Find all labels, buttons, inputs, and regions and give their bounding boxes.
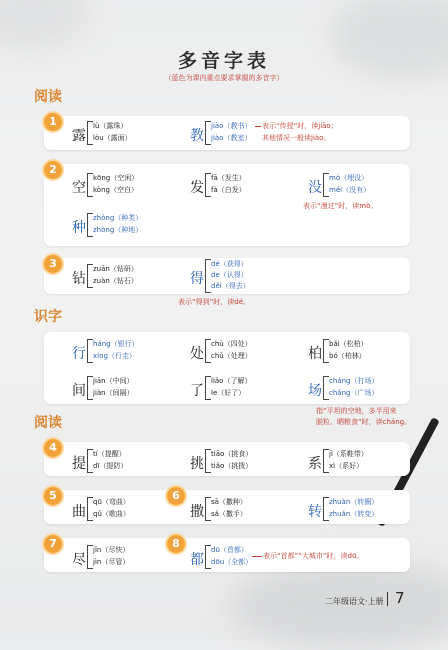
page-subtitle: （蓝色为课内重点要求掌握的多音字） xyxy=(164,74,284,82)
char-zhong: 种 xyxy=(72,220,86,236)
pinyin-chu-1: chù（四处） xyxy=(211,340,252,348)
char-bai: 柏 xyxy=(308,346,322,362)
pinyin-tiao-1: tiāo（挑食） xyxy=(211,450,253,458)
section-heading-reading-1: 阅读 xyxy=(34,89,62,105)
pinyin-lu-1: lù（露珠） xyxy=(93,122,128,130)
char-jian: 间 xyxy=(72,383,86,399)
pinyin-mo-2: méi（没有） xyxy=(329,186,371,194)
note-de: 表示“得到”时，读dé。 xyxy=(178,298,251,306)
pinyin-mo-1: mò（埋没） xyxy=(329,174,369,182)
lesson-number-badge: 6 xyxy=(167,487,185,505)
char-kong: 空 xyxy=(72,180,86,196)
section-heading-reading-2: 阅读 xyxy=(34,415,62,431)
pinyin-chu-2: chǔ（处理） xyxy=(211,352,252,360)
pinyin-chang-1: cháng（打场） xyxy=(329,377,379,385)
pinyin-qu-1: qū（弯曲） xyxy=(93,498,130,506)
char-zhuan: 转 xyxy=(308,504,322,520)
char-lu: 露 xyxy=(72,128,86,144)
note-mo: 表示“漫过”时，读mò。 xyxy=(303,202,378,210)
lesson-number-badge: 4 xyxy=(44,439,62,457)
char-du: 都 xyxy=(190,552,204,568)
lesson-number-badge: 3 xyxy=(44,255,62,273)
char-sa: 撒 xyxy=(190,504,204,520)
section-heading-literacy: 识字 xyxy=(34,309,62,325)
char-qu: 曲 xyxy=(72,504,86,520)
page-number: 7 xyxy=(395,589,405,607)
note-jiao-1: 表示“传授”时，读jiāo； xyxy=(262,122,338,130)
note-jiao-2: 其他情况一般读jiào。 xyxy=(262,134,331,142)
pinyin-de-1: dé（获得） xyxy=(211,260,248,268)
char-jiao: 教 xyxy=(190,128,204,144)
pinyin-fa-2: fà（白发） xyxy=(211,186,246,194)
ink-wash-top-left xyxy=(0,0,90,50)
char-tiao: 挑 xyxy=(190,456,204,472)
pinyin-xi-2: xì（系好） xyxy=(329,462,364,470)
pinyin-sa-1: sā（撒种） xyxy=(211,498,247,506)
pinyin-zuan-1: zuān（钻研） xyxy=(93,265,138,273)
note-chang-2: 脱粒、晒粮食”时，读cháng。 xyxy=(316,418,412,426)
lesson-number-badge: 1 xyxy=(44,113,62,131)
pinyin-sa-2: sǎ（撒手） xyxy=(211,510,247,518)
note-chang-1: 指“平坦的空地，多半用来 xyxy=(316,407,397,415)
pinyin-bai-1: bǎi（松柏） xyxy=(329,340,368,348)
pinyin-jian-2: jiàn（间隔） xyxy=(93,389,134,397)
note-du: 表示“首都”“大城市”时，读dū。 xyxy=(263,552,364,560)
pinyin-kong-1: kōng（空闲） xyxy=(93,174,139,182)
char-mo: 没 xyxy=(308,180,322,196)
pinyin-jiao-1: jiāo（教书） xyxy=(211,122,252,130)
pinyin-de-2: de（认得） xyxy=(211,271,248,279)
pinyin-qu-2: qǔ（歌曲） xyxy=(93,510,130,518)
char-xi: 系 xyxy=(308,456,322,472)
pinyin-ti-1: tí（提醒） xyxy=(93,450,126,458)
page-title: 多音字表 xyxy=(177,50,270,72)
pinyin-chang-2: chǎng（广场） xyxy=(329,389,379,397)
pinyin-zhong-1: zhǒng（种类） xyxy=(93,214,143,222)
lesson-number-badge: 8 xyxy=(167,535,185,553)
note-arrow xyxy=(252,556,262,557)
lesson-number-badge: 5 xyxy=(44,487,62,505)
pinyin-le-1: liǎo（了解） xyxy=(211,377,252,385)
pinyin-de-3: děi（得去） xyxy=(211,282,250,290)
pinyin-du-1: dū（首都） xyxy=(211,546,248,554)
char-chang: 场 xyxy=(308,383,322,399)
pinyin-kong-2: kòng（空白） xyxy=(93,186,138,194)
note-arrow xyxy=(255,126,261,127)
pinyin-zuan-2: zuàn（钻石） xyxy=(93,277,138,285)
pinyin-bai-2: bó（柏林） xyxy=(329,352,366,360)
char-ti: 提 xyxy=(72,456,86,472)
pinyin-zhong-2: zhòng（种地） xyxy=(93,226,143,234)
pinyin-lu-2: lòu（露面） xyxy=(93,134,132,142)
pinyin-jin-2: jìn（尽管） xyxy=(93,558,130,566)
pinyin-tiao-2: tiǎo（挑拨） xyxy=(211,462,253,470)
pinyin-zhuan-2: zhuǎn（转变） xyxy=(329,510,379,518)
pinyin-le-2: le（好了） xyxy=(211,389,246,397)
char-zuan: 钻 xyxy=(72,271,86,287)
char-jin: 尽 xyxy=(72,552,86,568)
char-hang: 行 xyxy=(72,346,86,362)
pinyin-hang-2: xíng（行走） xyxy=(93,352,136,360)
pinyin-ti-2: dī（提防） xyxy=(93,462,128,470)
pinyin-jian-1: jiān（中间） xyxy=(93,377,134,385)
lesson-number-badge: 2 xyxy=(44,161,62,179)
lesson-number-badge: 7 xyxy=(44,535,62,553)
char-de: 得 xyxy=(190,271,204,287)
pinyin-hang-1: háng（银行） xyxy=(93,340,139,348)
footer-divider xyxy=(387,592,388,606)
pinyin-du-2: dōu（全都） xyxy=(211,558,253,566)
char-fa: 发 xyxy=(190,180,204,196)
char-chu: 处 xyxy=(190,346,204,362)
pinyin-jiao-2: jiào（教室） xyxy=(211,134,252,142)
char-le: 了 xyxy=(190,383,204,399)
pinyin-jin-1: jǐn（尽快） xyxy=(93,546,130,554)
pinyin-zhuan-1: zhuàn（转圈） xyxy=(329,498,379,506)
pinyin-fa-1: fā（发生） xyxy=(211,174,246,182)
footer-book-title: 二年级语文·上册 xyxy=(325,597,384,606)
pinyin-xi-1: jì（系鞋带） xyxy=(329,450,368,458)
